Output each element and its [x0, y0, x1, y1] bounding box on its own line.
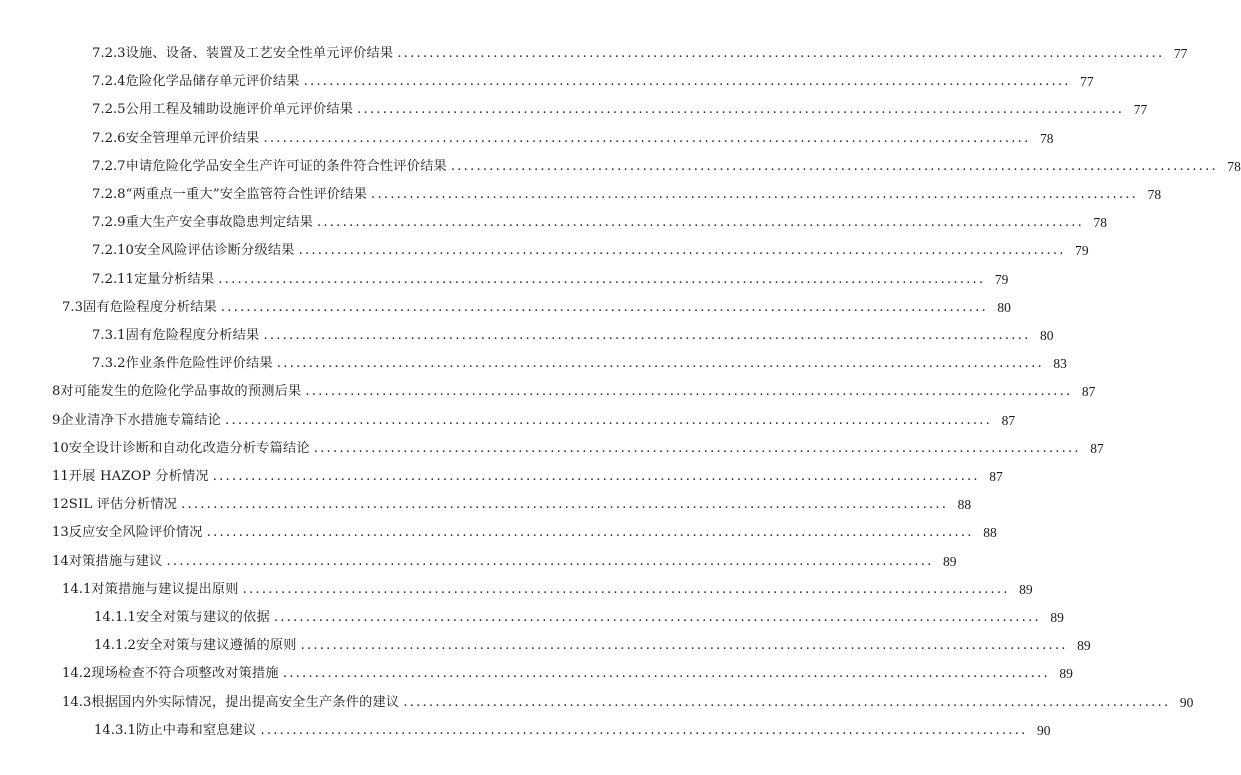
toc-entry-number: 13 [52, 525, 69, 541]
toc-entry-number: 11 [52, 469, 69, 484]
toc-entry-page-number: 79 [994, 271, 1009, 287]
toc-leader-dots: ........................................................................................................................ [220, 299, 988, 315]
toc-entry-number: 14 [52, 553, 69, 569]
toc-leader-dots: ........................................................................................................................ [263, 328, 1031, 343]
toc-entry[interactable] [92, 270, 1009, 290]
toc-entry-page-number: 89 [1050, 610, 1064, 625]
toc-entry-title: 防止中毒和窒息建议 [135, 722, 257, 738]
toc-entry-page-number: 87 [989, 469, 1003, 484]
toc-entry-title: 企业清净下水措施专篇结论 [60, 412, 222, 428]
toc-entry[interactable] [92, 326, 1054, 346]
toc-entry-title: 固有危险程度分析结果 [125, 328, 260, 343]
toc-entry-page-number: 77 [1133, 102, 1148, 118]
toc-entry[interactable] [92, 185, 1162, 205]
toc-entry-page-number: 88 [957, 497, 972, 513]
toc-entry-title: 设施、设备、装置及工艺安全性单元评价结果 [125, 46, 394, 61]
toc-entry-number: 7.2.8 [92, 187, 126, 202]
toc-entry-number: 8 [52, 384, 61, 400]
toc-entry-page-number: 89 [1019, 581, 1033, 597]
toc-leader-dots: ........................................................................................................................ [357, 102, 1125, 118]
toc-entry-number: 12 [52, 497, 69, 513]
toc-entry[interactable] [52, 552, 957, 572]
toc-entry-title: “两重点一重大”安全监管符合性评价结果 [125, 187, 368, 202]
toc-entry-number: 7.2.11 [92, 271, 134, 287]
toc-entry[interactable] [62, 580, 1033, 600]
toc-entry[interactable] [62, 693, 1194, 713]
toc-leader-dots: ........................................................................................................................ [260, 722, 1028, 738]
toc-entry-page-number: 80 [997, 299, 1011, 315]
toc-entry-number: 14.2 [62, 666, 92, 682]
toc-leader-dots: ........................................................................................................................ [282, 666, 1050, 682]
toc-entry-page-number: 80 [1039, 328, 1054, 343]
toc-entry-page-number: 78 [1227, 158, 1241, 174]
toc-entry[interactable] [92, 213, 1108, 233]
toc-entry[interactable] [52, 467, 1003, 487]
toc-entry-title: 对策措施与建议 [68, 553, 163, 569]
toc-entry-number: 7.2.3 [92, 46, 126, 61]
toc-leader-dots: ........................................................................................................................ [313, 440, 1081, 456]
toc-entry-number: 7.3 [62, 299, 83, 315]
toc-entry[interactable] [92, 44, 1188, 64]
toc-entry-page-number: 90 [1036, 722, 1051, 738]
toc-entry-number: 7.2.7 [92, 158, 126, 174]
toc-leader-dots: ........................................................................................................................ [303, 74, 1071, 90]
toc-entry[interactable] [52, 439, 1104, 459]
toc-entry-title: 反应安全风险评价情况 [68, 525, 203, 541]
toc-entry-page-number: 88 [983, 525, 997, 541]
toc-entry[interactable] [92, 100, 1148, 120]
toc-entry[interactable] [62, 298, 1011, 318]
toc-leader-dots: ........................................................................................................................ [371, 187, 1139, 202]
toc-entry-title: 对策措施与建议提出原则 [91, 581, 239, 597]
toc-entry-title: 根据国内外实际情况，提出提高安全生产条件的建议 [91, 694, 400, 710]
toc-entry-title: 安全设计诊断和自动化改造分析专篇结论 [68, 440, 310, 456]
toc-entry-title: 固有危险程度分析结果 [82, 299, 217, 315]
toc-leader-dots: ........................................................................................................................ [300, 638, 1068, 654]
toc-entry-number: 14.3.1 [94, 722, 136, 738]
toc-entry-title: 对可能发生的危险化学品事故的预测后果 [60, 384, 302, 400]
toc-entry-number: 7.3.2 [92, 356, 126, 372]
toc-entry-number: 10 [52, 440, 69, 456]
toc-leader-dots: ........................................................................................................................ [317, 215, 1085, 231]
toc-entry-title: 安全管理单元评价结果 [125, 130, 260, 146]
toc-entry-number: 14.1.2 [94, 638, 136, 654]
toc-entry-number: 7.2.10 [92, 243, 134, 259]
toc-leader-dots: ........................................................................................................................ [225, 412, 993, 428]
toc-leader-dots: ........................................................................................................................ [276, 356, 1044, 372]
toc-leader-dots: ........................................................................................................................ [263, 130, 1031, 146]
toc-entry-number: 7.2.9 [92, 215, 126, 231]
toc-entry-page-number: 89 [943, 553, 957, 569]
toc-leader-dots: ........................................................................................................................ [403, 694, 1171, 710]
toc-entry[interactable] [94, 721, 1051, 741]
toc-entry-page-number: 78 [1039, 130, 1054, 146]
toc-entry-page-number: 77 [1173, 46, 1188, 61]
toc-entry-page-number: 79 [1075, 243, 1089, 259]
toc-entry-number: 7.2.5 [92, 102, 126, 118]
toc-entry-title: 定量分析结果 [133, 271, 215, 287]
toc-leader-dots: ........................................................................................................................ [450, 158, 1218, 174]
toc-entry-page-number: 77 [1080, 74, 1094, 90]
toc-leader-dots: ........................................................................................................................ [181, 497, 949, 513]
toc-entry[interactable] [92, 129, 1054, 149]
toc-entry-page-number: 78 [1093, 215, 1108, 231]
toc-entry[interactable] [94, 608, 1064, 628]
toc-entry[interactable] [52, 411, 1016, 431]
toc-entry-number: 9 [52, 412, 61, 428]
toc-leader-dots: ........................................................................................................................ [166, 553, 934, 569]
toc-entry-title: 申请危险化学品安全生产许可证的条件符合性评价结果 [125, 158, 447, 174]
toc-leader-dots: ........................................................................................................................ [273, 610, 1041, 625]
toc-entry-page-number: 87 [1001, 412, 1016, 428]
toc-entry-number: 7.2.6 [92, 130, 126, 146]
toc-leader-dots: ........................................................................................................................ [298, 243, 1066, 259]
toc-leader-dots: ........................................................................................................................ [397, 46, 1165, 61]
toc-entry-title: 公用工程及辅助设施评价单元评价结果 [125, 102, 354, 118]
toc-entry[interactable] [92, 157, 1241, 177]
toc-entry[interactable] [62, 664, 1073, 684]
toc-entry[interactable] [92, 241, 1089, 261]
toc-entry-page-number: 87 [1081, 384, 1096, 400]
toc-entry-number: 14.1 [62, 581, 92, 597]
toc-entry-title: 开展 HAZOP 分析情况 [68, 469, 209, 484]
toc-leader-dots: ........................................................................................................................ [206, 525, 974, 541]
toc-entry-page-number: 89 [1077, 638, 1091, 654]
toc-entry-title: SIL 评估分析情况 [68, 497, 178, 513]
toc-entry-page-number: 87 [1090, 440, 1104, 456]
toc-entry-page-number: 90 [1179, 694, 1194, 710]
toc-leader-dots: ........................................................................................................................ [212, 469, 980, 484]
toc-entry[interactable] [52, 382, 1096, 402]
toc-leader-dots: ........................................................................................................................ [218, 271, 986, 287]
toc-entry-title: 安全对策与建议的依据 [135, 610, 270, 625]
toc-entry-title: 重大生产安全事故隐患判定结果 [125, 215, 313, 231]
toc-entry-title: 危险化学品储存单元评价结果 [125, 74, 300, 90]
toc-entry[interactable] [52, 495, 972, 515]
toc-entry-page-number: 89 [1059, 666, 1073, 682]
toc-entry-number: 7.2.4 [92, 74, 126, 90]
toc-entry-page-number: 83 [1053, 356, 1067, 372]
toc-entry-title: 安全对策与建议遵循的原则 [135, 638, 297, 654]
toc-entry-title: 安全风险评估诊断分级结果 [133, 243, 295, 259]
toc-entry-title: 作业条件危险性评价结果 [125, 356, 273, 372]
toc-entry-number: 7.3.1 [92, 328, 126, 343]
toc-entry-number: 14.3 [62, 694, 92, 710]
toc-entry[interactable] [92, 354, 1067, 374]
toc-entry-title: 现场检查不符合项整改对策措施 [91, 666, 279, 682]
toc-leader-dots: ........................................................................................................................ [305, 384, 1073, 400]
toc-leader-dots: ........................................................................................................................ [242, 581, 1010, 597]
toc-entry-page-number: 78 [1147, 187, 1162, 202]
toc-entry[interactable] [52, 523, 997, 543]
toc-entry[interactable] [92, 72, 1094, 92]
toc-entry-number: 14.1.1 [94, 610, 136, 625]
toc-entry[interactable] [94, 636, 1091, 656]
